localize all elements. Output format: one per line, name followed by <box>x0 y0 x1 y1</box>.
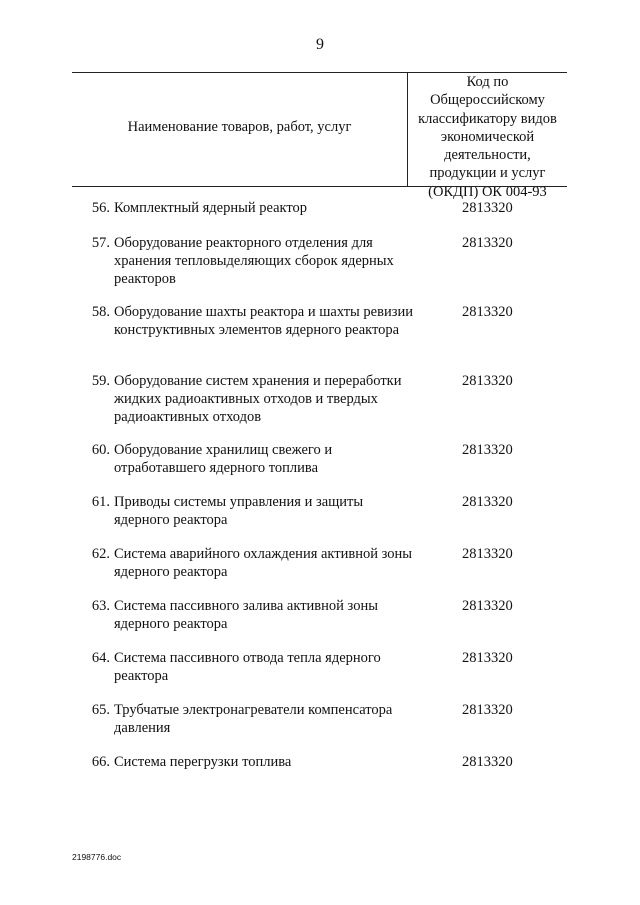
header-bottom-rule <box>72 186 567 187</box>
row-code: 2813320 <box>462 546 513 562</box>
row-code: 2813320 <box>462 200 513 216</box>
row-number: 63. <box>91 598 110 614</box>
row-code: 2813320 <box>462 235 513 251</box>
row-name: Оборудование систем хранения и переработки жидких радиоактивных отходов и твердых радиоактивных отходов <box>114 373 402 425</box>
row-number: 56. <box>91 200 110 216</box>
row-code: 2813320 <box>462 598 513 614</box>
row-name: Приводы системы управления и защиты ядерного реактора <box>114 494 364 528</box>
page-number: 9 <box>316 36 324 53</box>
row-number: 58. <box>91 304 110 320</box>
row-name: Трубчатые электронагреватели компенсатора давления <box>114 702 393 736</box>
row-name: Система перегрузки топлива <box>114 754 292 770</box>
row-number: 65. <box>91 702 110 718</box>
row-number: 62. <box>91 546 110 562</box>
row-number: 61. <box>91 494 110 510</box>
row-name: Система аварийного охлаждения активной зоны ядерного реактора <box>114 546 413 580</box>
row-code: 2813320 <box>462 494 513 510</box>
row-name: Комплектный ядерный реактор <box>114 200 308 216</box>
row-name: Система пассивного отвода тепла ядерного реактора <box>114 650 381 684</box>
row-code: 2813320 <box>462 442 513 458</box>
row-code: 2813320 <box>462 304 513 320</box>
row-name: Оборудование хранилищ свежего и отработавшего ядерного топлива <box>114 442 333 476</box>
header-name-column: Наименование товаров, работ, услуг <box>127 119 352 135</box>
row-code: 2813320 <box>462 373 513 389</box>
row-number: 59. <box>91 373 110 389</box>
row-code: 2813320 <box>462 702 513 718</box>
row-number: 60. <box>91 442 110 458</box>
row-name: Система пассивного залива активной зоны ядерного реактора <box>114 598 378 632</box>
document-filename: 2198776.doc <box>72 852 122 862</box>
row-number: 64. <box>91 650 110 666</box>
row-number: 66. <box>91 754 110 770</box>
row-name: Оборудование шахты реактора и шахты ревизии конструктивных элементов ядерного реактора <box>114 304 413 338</box>
row-number: 57. <box>91 235 110 251</box>
header-code-column: Код по Общероссийскому классификатору видов экономической деятельности, продукции и услуг (ОКДП) ОК 004-93 <box>418 74 557 200</box>
row-name: Оборудование реакторного отделения для хранения тепловыделяющих сборок ядерных реакторов <box>114 235 394 287</box>
row-code: 2813320 <box>462 650 513 666</box>
row-code: 2813320 <box>462 754 513 770</box>
